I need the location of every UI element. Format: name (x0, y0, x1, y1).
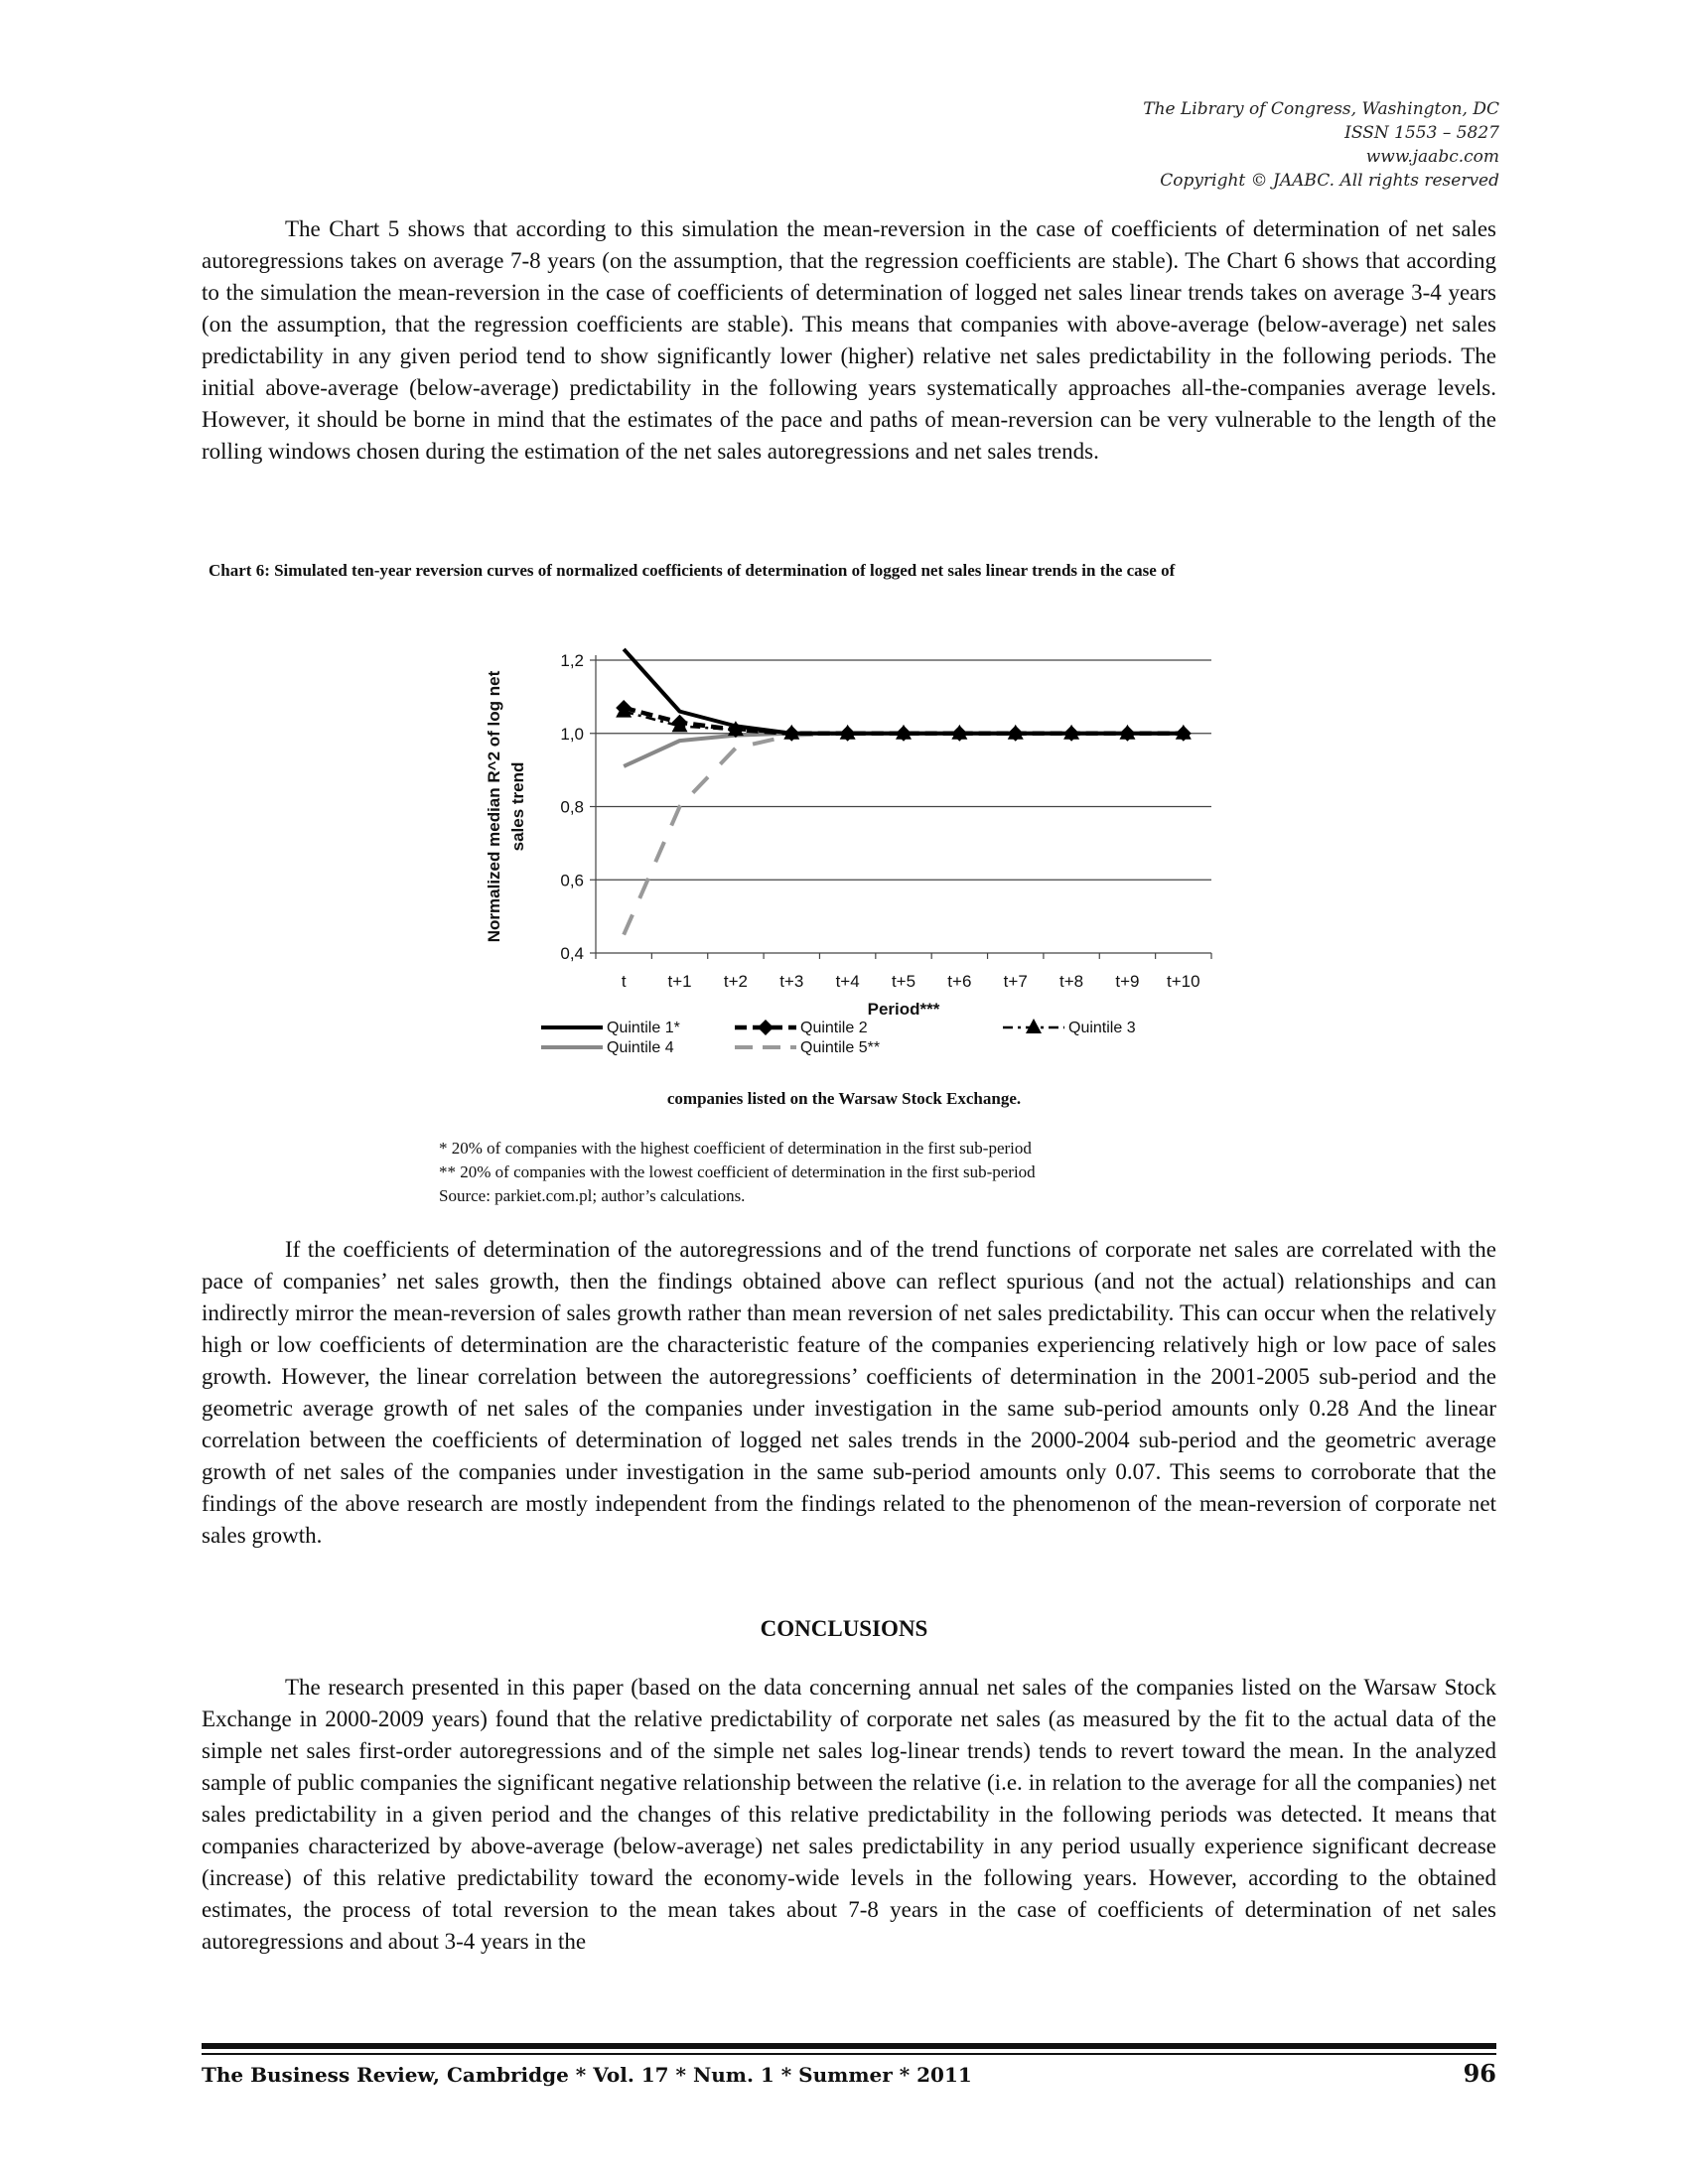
series-1 (624, 649, 1184, 734)
x-tick-label: t+6 (947, 972, 972, 991)
header-line-2: ISSN 1553 – 5827 (1344, 123, 1499, 143)
chart-notes (439, 1137, 1036, 1208)
legend-label: Quintile 2 (800, 1020, 868, 1036)
footer-rule-thick (202, 2043, 1496, 2049)
note-1: * 20% of companies with the highest coefficient of determination in the first sub-period (439, 1139, 1032, 1158)
note-2: ** 20% of companies with the lowest coefficient of determination in the first sub-period (439, 1162, 1036, 1181)
series-line (624, 649, 1184, 734)
y-axis-title-line: Normalized median R^2 of log net (485, 670, 503, 943)
x-tick-label: t+5 (891, 972, 916, 991)
legend-item (541, 1039, 674, 1056)
legend-label: Quintile 1* (607, 1020, 680, 1036)
paragraph-2: If the coefficients of determination of the autoregressions and of the trend functions of corporate net sales are correlated with the pace of companies’ net sales growth, then the findings obtained above can reflect spurious (and not the actual) relationships and can indirectly mirror the mean-reversion of sales growth rather than mean reversion of net sales predictability. This can occur when the relatively high or low coefficients of determination are the characteristic feature of the companies experiencing relatively high or low pace of sales growth. However, the linear correlation between the autoregressions’ coefficients of determination in the 2001-2005 sub-period and the geometric average growth of net sales of the companies under investigation in the same sub-period amounts only 0.28 And the linear correlation between the coefficients of determination of logged net sales trends in the 2000-2004 sub-period and the geometric average growth of net sales of the companies under investigation in the same sub-period amounts only 0.07. This seems to corroborate that the findings of the above research are mostly independent from the findings related to the phenomenon of the mean-reversion of corporate net sales growth. (202, 1237, 1496, 1548)
note-3: Source: parkiet.com.pl; author’s calculations. (439, 1186, 746, 1205)
series-5 (624, 734, 1184, 935)
footer-journal: The Business Review, Cambridge * Vol. 17 * Num. 1 * Summer * 2011 (202, 2063, 972, 2087)
x-tick-label: t (621, 972, 627, 991)
x-tick-label: t+4 (835, 972, 860, 991)
y-tick-label: 0,8 (560, 797, 584, 817)
legend-label: Quintile 4 (607, 1039, 674, 1056)
legend-item (1003, 1019, 1136, 1036)
legend-marker (1026, 1019, 1042, 1033)
chart-6 (467, 615, 1221, 1137)
y-tick-label: 1,2 (560, 651, 584, 670)
series-line (624, 734, 1184, 935)
x-tick-label: t+7 (1003, 972, 1028, 991)
header-line-1: The Library of Congress, Washington, DC (1143, 99, 1499, 119)
section-heading: CONCLUSIONS (760, 1616, 928, 1641)
legend-label: Quintile 5** (800, 1039, 881, 1056)
paragraph-1: The Chart 5 shows that according to this simulation the mean-reversion in the case of coefficients of determination of net sales autoregressions takes on average 7-8 years (on the assumption, that the regression coefficients are stable). The Chart 6 shows that according to the simulation the mean-reversion in the case of coefficients of determination of logged net sales linear trends takes on average 3-4 years (on the assumption, that the regression coefficients are stable). This means that companies with above-average (below-average) net sales predictability in any given period tend to show significantly lower (higher) relative net sales predictability in the following periods. The initial above-average (below-average) predictability in the following years systematically approaches all-the-companies average levels. However, it should be borne in mind that the estimates of the pace and paths of mean-reversion can be very vulnerable to the length of the rolling windows chosen during the estimation of the net sales autoregressions and net sales trends. (202, 216, 1496, 464)
chart-subcaption: companies listed on the Warsaw Stock Exchange. (666, 1089, 1022, 1108)
y-tick-label: 0,6 (560, 871, 584, 890)
legend-item (735, 1039, 880, 1056)
page-number: 96 (1463, 2059, 1496, 2088)
y-axis-title (485, 670, 527, 942)
x-tick-label: t+1 (667, 972, 692, 991)
y-axis-title-line: sales trend (508, 761, 527, 852)
legend-item (735, 1020, 868, 1036)
header-line-3: www.jaabc.com (1365, 147, 1499, 167)
legend-item (541, 1020, 680, 1036)
header-line-4: Copyright © JAABC. All rights reserved (1160, 171, 1499, 191)
x-tick-label: t+9 (1115, 972, 1140, 991)
x-axis-title: Period*** (867, 1000, 940, 1019)
chart-caption: Chart 6: Simulated ten-year reversion curves of normalized coefficients of determination of logged net sales linear trends in the case of (209, 561, 1176, 580)
y-tick-label: 1,0 (560, 724, 584, 744)
journal-header (1143, 97, 1499, 193)
paragraph-3: The research presented in this paper (based on the data concerning annual net sales of the companies listed on the Warsaw Stock Exchange in 2000-2009 years) found that the relative predictability of corporate net sales (as measured by the fit to the actual data of the simple net sales first-order autoregressions and of the simple net sales log-linear trends) tends to revert toward the mean. In the analyzed sample of public companies the significant negative relationship between the relative (i.e. in relation to the average for all the companies) net sales predictability in a given period and the changes of this relative predictability in the following periods was detected. It means that companies characterized by above-average (below-average) net sales predictability in any period usually experience significant decrease (increase) of this relative predictability toward the economy-wide levels in the following years. However, according to the obtained estimates, the process of total reversion to the mean takes about 7-8 years in the case of coefficients of determination of net sales autoregressions and about 3-4 years in the (202, 1675, 1496, 1954)
footer-rule (202, 2043, 1496, 2061)
footer-rule-thin (202, 2053, 1496, 2055)
legend-label: Quintile 3 (1068, 1020, 1136, 1036)
x-tick-label: t+8 (1059, 972, 1084, 991)
x-tick-label: t+3 (779, 972, 804, 991)
y-tick-label: 0,4 (560, 944, 584, 963)
x-tick-label: t+2 (723, 972, 748, 991)
x-tick-label: t+10 (1167, 972, 1200, 991)
legend-marker (758, 1020, 774, 1035)
